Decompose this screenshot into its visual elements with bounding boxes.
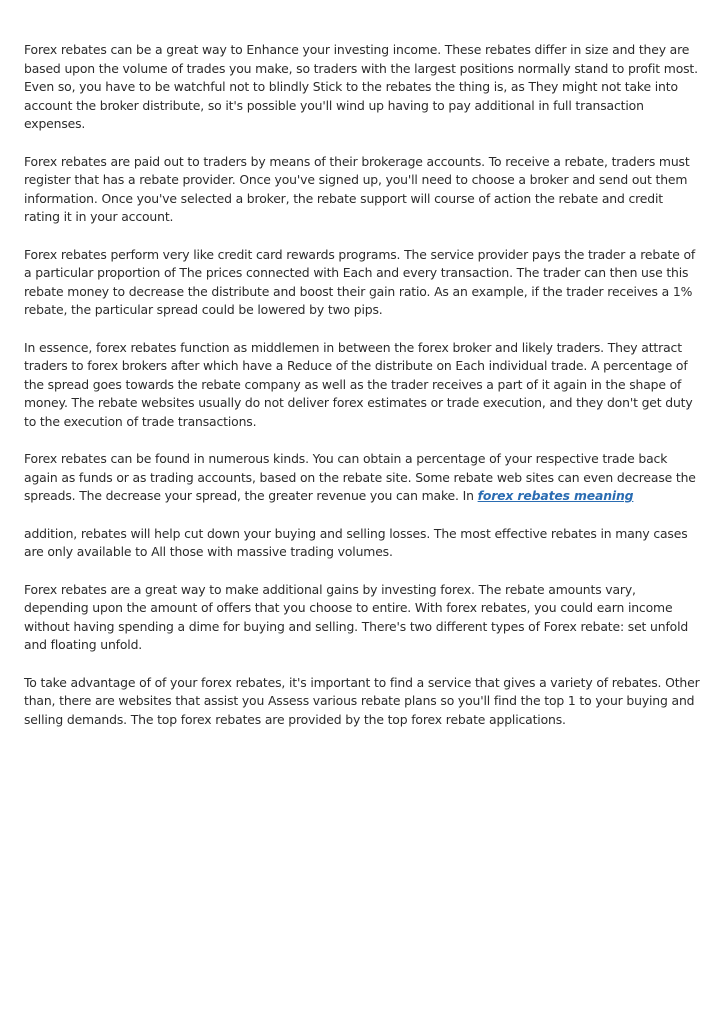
paragraph-1: Forex rebates can be a great way to Enhance your investing income. These rebates differ in size and they are based upon the volume of trades you make, so traders with the largest positions normally stand to profit most. Even so, you have to be watchful not to blindly Stick to the rebates the thing is, as They might not take into account the broker distribute, so it's possible you'll wind up having to pay additional in full transaction expenses. <box>24 42 698 131</box>
paragraph-4: In essence, forex rebates function as middlemen in between the forex broker and likely traders. They attract traders to forex brokers after which have a Reduce of the distribute on Each individual trade. A percentage of the spread goes towards the rebate company as well as the trader receives a part of it again in the shape of money. The rebate websites usually do not deliver forex estimates or trade execution, and they don't get duty to the execution of trade transactions. <box>24 339 693 429</box>
document-body <box>24 41 700 748</box>
paragraph-7: Forex rebates are a great way to make additional gains by investing forex. The rebate amounts vary, depending upon the amount of offers that you choose to entire. With forex rebates, you could earn income without having spending a dime for buying and selling. There's two different types of Forex rebate: set unfold and floating unfold. <box>24 581 689 652</box>
paragraph-6: addition, rebates will help cut down your buying and selling losses. The most effective rebates in many cases are only available to All those with massive trading volumes. <box>24 525 688 559</box>
paragraph-5 <box>24 450 700 506</box>
paragraph-8: To take advantage of of your forex rebates, it's important to find a service that gives a variety of rebates. Other than, there are websites that assist you Assess various rebate plans so you'll find the top 1 to your buying and selling demands. The top forex rebates are provided by the top forex rebate applications. <box>24 674 700 727</box>
paragraph-3: Forex rebates perform very like credit card rewards programs. The service provider pays the trader a rebate of a particular proportion of The prices connected with Each and every transaction. The trader can then use this rebate money to decrease the distribute and boost their gain ratio. As an example, if the trader receives a 1% rebate, the particular spread could be lowered by two pips. <box>24 246 696 317</box>
paragraph-2: Forex rebates are paid out to traders by means of their brokerage accounts. To receive a rebate, traders must register that has a rebate provider. Once you've signed up, you'll need to choose a broker and send out them information. Once you've selected a broker, the rebate support will course of action the rebate and credit rating it in your account. <box>24 153 690 224</box>
forex-rebates-meaning-link[interactable]: forex rebates meaning <box>477 488 634 503</box>
paragraph-5-text: Forex rebates can be found in numerous kinds. You can obtain a percentage of your respective trade back again as funds or as trading accounts, based on the rebate site. Some rebate web sites can even decrease the spreads. The decrease your spread, the greater revenue you can make. In <box>24 451 696 503</box>
